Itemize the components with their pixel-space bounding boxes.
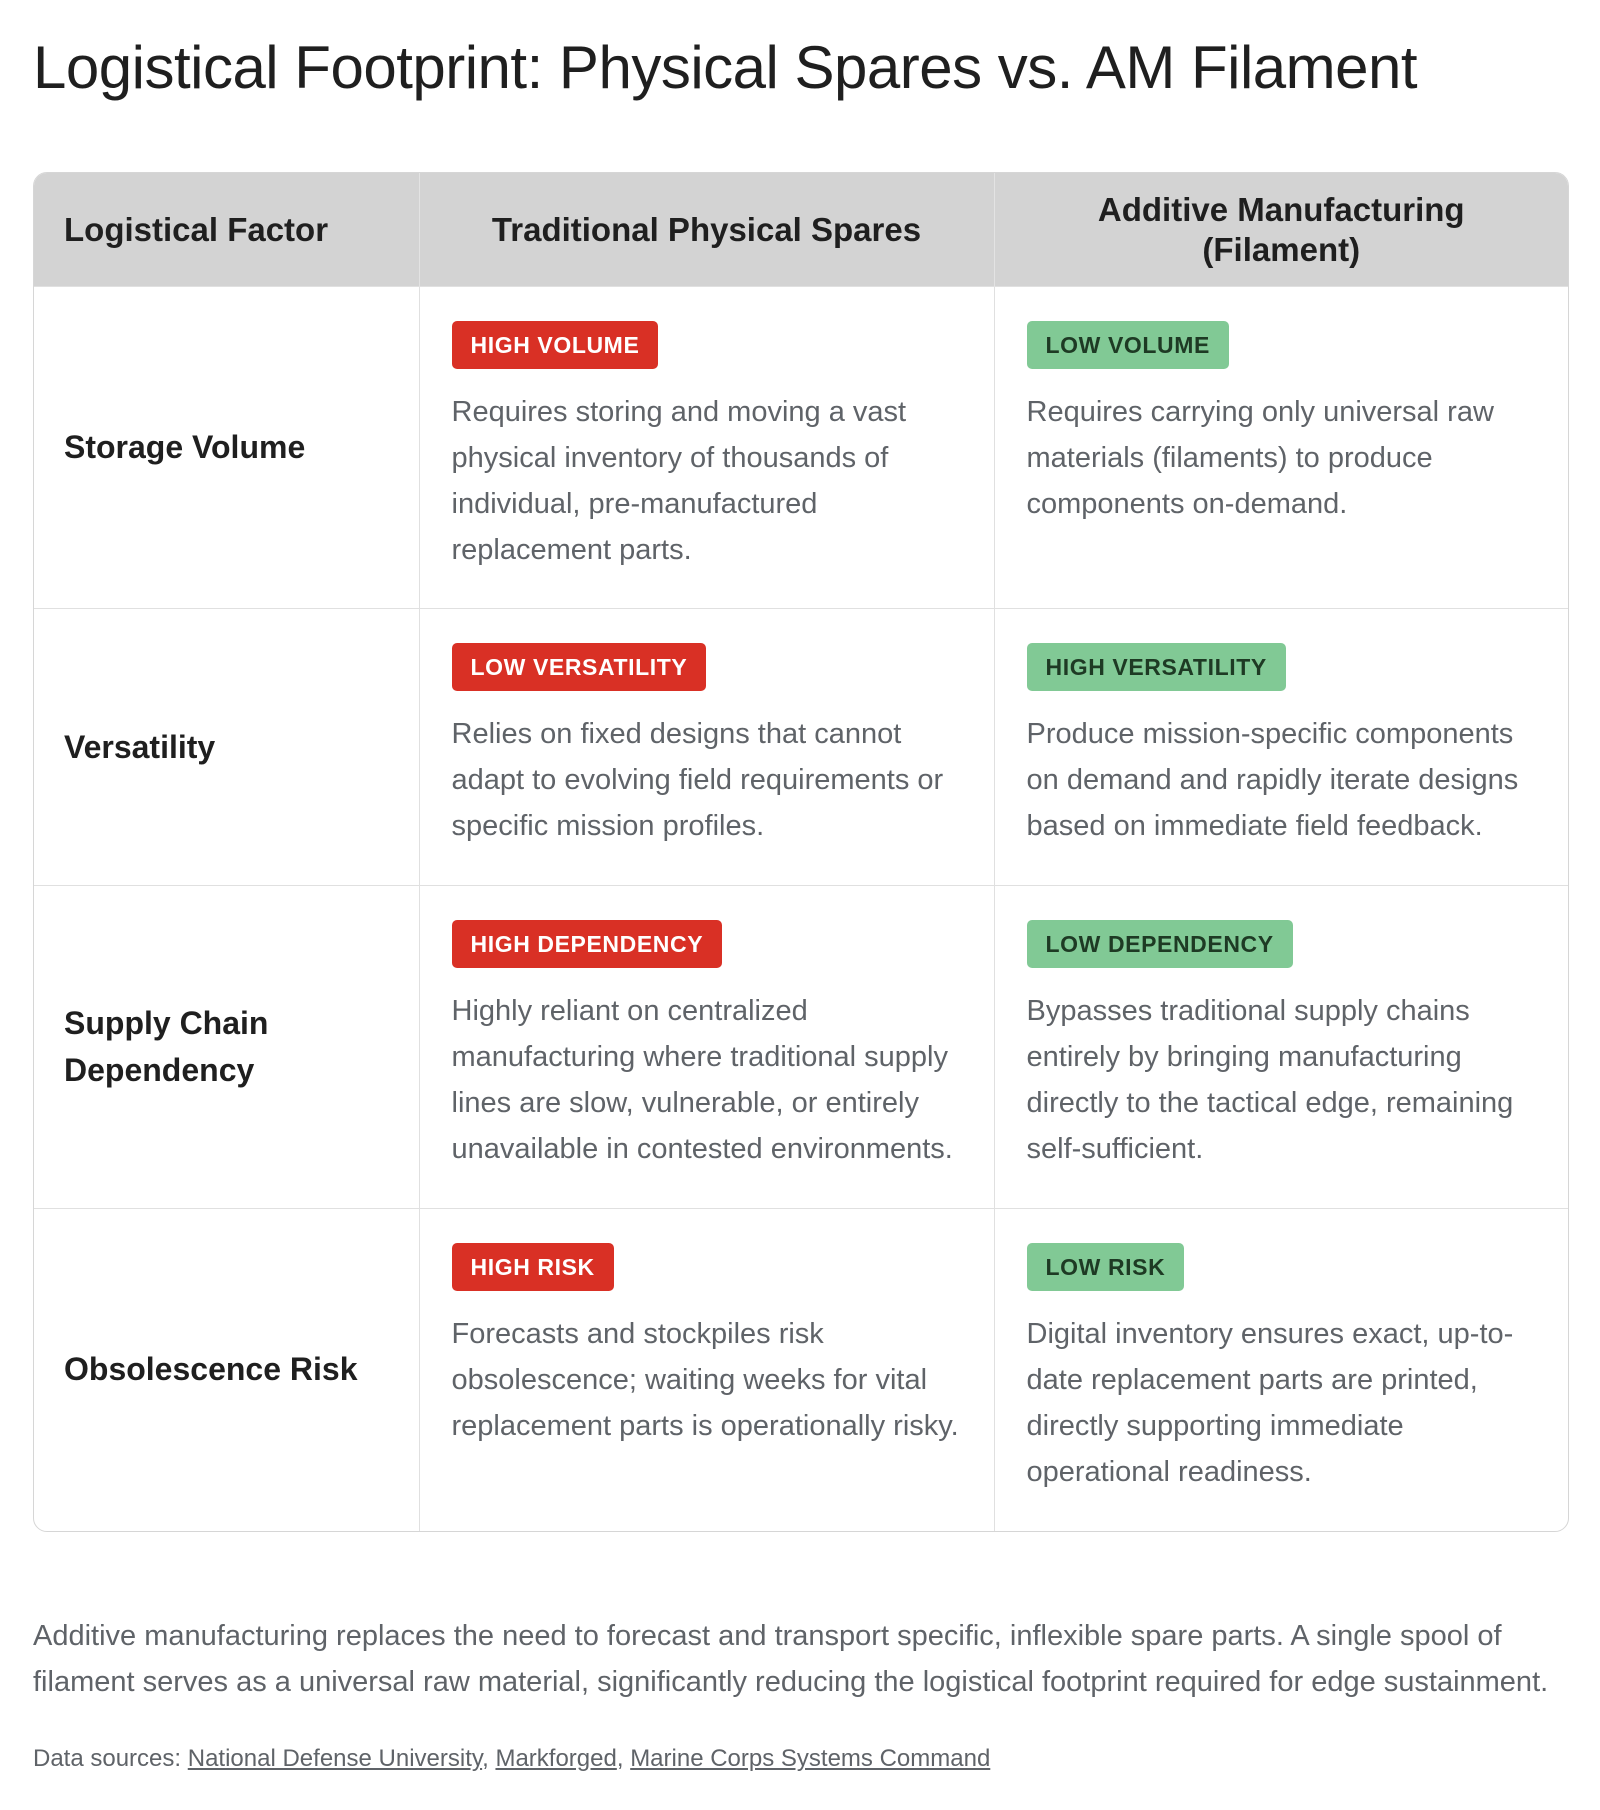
cell-description: Forecasts and stockpiles risk obsolescence; waiting weeks for vital replacement parts is operationally risky. xyxy=(451,1318,959,1442)
row-factor-label: Storage Volume xyxy=(34,287,419,609)
cell-description: Digital inventory ensures exact, up-to-date replacement parts are printed, directly supporting immediate operational readiness. xyxy=(1026,1318,1514,1488)
additive-cell xyxy=(994,287,1568,609)
cell-description: Produce mission-specific components on demand and rapidly iterate designs based on immediate field feedback. xyxy=(1026,718,1519,842)
status-badge: LOW VERSATILITY xyxy=(452,643,707,691)
table-row xyxy=(34,609,1568,886)
cell-description: Relies on fixed designs that cannot adapt to evolving field requirements or specific mission profiles. xyxy=(451,718,944,842)
comparison-table xyxy=(33,172,1569,1532)
row-factor-label: Versatility xyxy=(34,609,419,886)
data-sources xyxy=(33,1742,990,1776)
table-header-row xyxy=(34,173,1568,287)
status-badge: LOW RISK xyxy=(1027,1243,1185,1291)
additive-cell xyxy=(994,609,1568,886)
cell-description: Bypasses traditional supply chains entirely by bringing manufacturing directly to the tactical edge, remaining self-sufficient. xyxy=(1026,995,1514,1165)
row-factor-label: Obsolescence Risk xyxy=(34,1209,419,1531)
source-link-markforged[interactable]: Markforged xyxy=(495,1745,617,1772)
traditional-cell xyxy=(419,1209,994,1531)
table-row xyxy=(34,1209,1568,1531)
header-traditional-spares: Traditional Physical Spares xyxy=(419,173,994,287)
traditional-cell xyxy=(419,609,994,886)
status-badge: HIGH RISK xyxy=(452,1243,614,1291)
source-link-national-defense-university[interactable]: National Defense University xyxy=(187,1745,483,1772)
status-badge: HIGH DEPENDENCY xyxy=(452,920,723,968)
cell-description: Requires carrying only universal raw materials (filaments) to produce components on-demand. xyxy=(1026,396,1494,520)
status-badge: LOW DEPENDENCY xyxy=(1027,920,1293,968)
header-logistical-factor: Logistical Factor xyxy=(34,173,419,287)
page-title: Logistical Footprint: Physical Spares vs. AM Filament xyxy=(33,34,1418,101)
source-link-marine-corps-systems-command[interactable]: Marine Corps Systems Command xyxy=(630,1745,991,1772)
traditional-cell xyxy=(419,886,994,1209)
source-separator: , xyxy=(482,1745,489,1772)
cell-description: Highly reliant on centralized manufacturing where traditional supply lines are slow, vulnerable, or entirely unavailable in contested environments. xyxy=(451,995,953,1165)
table-row xyxy=(34,886,1568,1209)
traditional-cell xyxy=(419,287,994,609)
source-separator: , xyxy=(616,1745,624,1772)
row-factor-label: Supply Chain Dependency xyxy=(34,886,419,1209)
cell-description: Requires storing and moving a vast physical inventory of thousands of individual, pre-manufactured replacement parts. xyxy=(451,396,907,566)
table-row xyxy=(34,287,1568,609)
status-badge: LOW VOLUME xyxy=(1027,321,1229,369)
additive-cell xyxy=(994,1209,1568,1531)
additive-cell xyxy=(994,886,1568,1209)
header-additive-manufacturing: Additive Manufacturing (Filament) xyxy=(994,173,1568,287)
status-badge: HIGH VERSATILITY xyxy=(1027,643,1286,691)
status-badge: HIGH VOLUME xyxy=(452,321,659,369)
summary-paragraph: Additive manufacturing replaces the need to forecast and transport specific, inflexible spare parts. A single spool of filament serves as a universal raw material, significantly reducing the logistical footprint required for edge sustainment. xyxy=(33,1620,1549,1698)
sources-label: Data sources: xyxy=(33,1745,182,1772)
